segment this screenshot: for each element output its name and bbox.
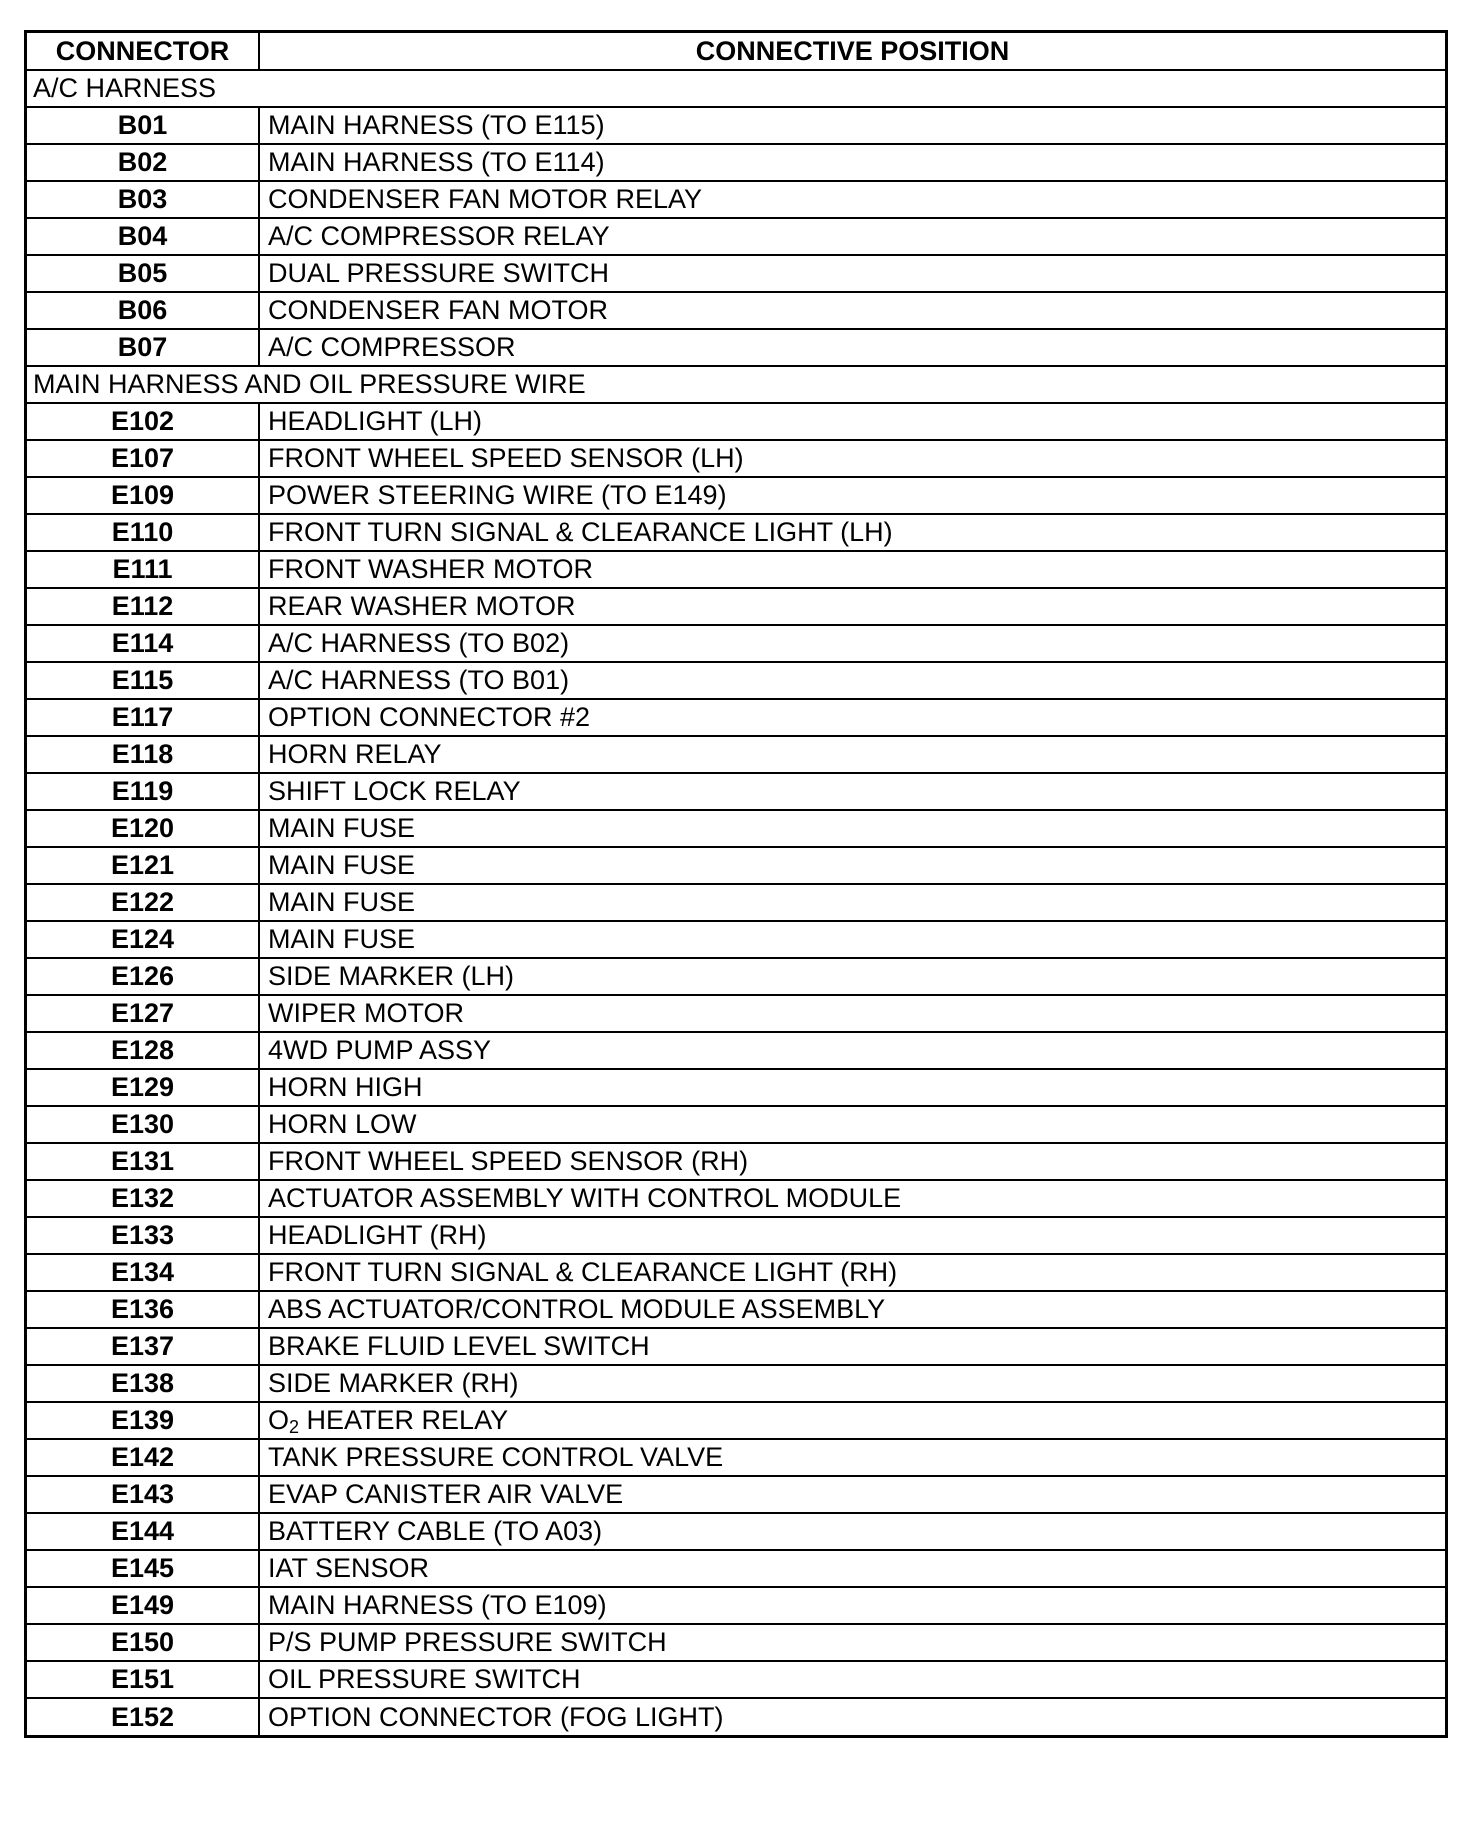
connector-cell: E102 [27,403,259,440]
connector-cell: E142 [27,1439,259,1476]
position-cell: HORN LOW [259,1106,1445,1143]
position-text-part: HEATER RELAY [299,1405,509,1435]
connector-cell: B05 [27,255,259,292]
table-row [27,403,1445,440]
connector-cell: E132 [27,1180,259,1217]
connector-cell: E149 [27,1587,259,1624]
connector-cell: E107 [27,440,259,477]
position-cell: MAIN HARNESS (TO E115) [259,107,1445,144]
header-connector: CONNECTOR [27,33,259,70]
connector-cell: E124 [27,921,259,958]
table-row [27,1069,1445,1106]
position-cell: A/C COMPRESSOR RELAY [259,218,1445,255]
table-row [27,477,1445,514]
connector-table-sheet [24,30,1448,1738]
position-cell: A/C COMPRESSOR [259,329,1445,366]
table-row [27,1106,1445,1143]
table-row [27,440,1445,477]
table-row [27,1180,1445,1217]
position-cell: EVAP CANISTER AIR VALVE [259,1476,1445,1513]
position-cell: OIL PRESSURE SWITCH [259,1661,1445,1698]
position-cell: MAIN FUSE [259,921,1445,958]
table-header-row [27,33,1445,70]
table-row [27,1476,1445,1513]
table-row [27,847,1445,884]
table-row [27,1402,1445,1439]
position-cell: WIPER MOTOR [259,995,1445,1032]
table-row [27,921,1445,958]
table-row [27,144,1445,181]
table-row [27,218,1445,255]
connector-cell: E131 [27,1143,259,1180]
table-row [27,1550,1445,1587]
connector-cell: E145 [27,1550,259,1587]
position-cell: 4WD PUMP ASSY [259,1032,1445,1069]
header-connective-position: CONNECTIVE POSITION [259,33,1445,70]
position-cell: MAIN FUSE [259,884,1445,921]
table-row [27,588,1445,625]
position-cell: FRONT WHEEL SPEED SENSOR (RH) [259,1143,1445,1180]
connector-cell: E118 [27,736,259,773]
position-cell: TANK PRESSURE CONTROL VALVE [259,1439,1445,1476]
position-cell: SIDE MARKER (RH) [259,1365,1445,1402]
position-cell: FRONT WASHER MOTOR [259,551,1445,588]
position-cell: IAT SENSOR [259,1550,1445,1587]
position-cell: FRONT TURN SIGNAL & CLEARANCE LIGHT (RH) [259,1254,1445,1291]
table-row [27,1254,1445,1291]
connector-cell: E144 [27,1513,259,1550]
table-row [27,181,1445,218]
connector-cell: E119 [27,773,259,810]
position-text-part: O [268,1405,290,1435]
table-row [27,255,1445,292]
connector-cell: E139 [27,1402,259,1439]
section-title: MAIN HARNESS AND OIL PRESSURE WIRE [27,366,1445,403]
table-row [27,662,1445,699]
connector-cell: E122 [27,884,259,921]
connector-cell: E117 [27,699,259,736]
table-row [27,958,1445,995]
position-cell: MAIN HARNESS (TO E109) [259,1587,1445,1624]
connector-cell: E109 [27,477,259,514]
table-row [27,884,1445,921]
table-row [27,1513,1445,1550]
position-cell: MAIN HARNESS (TO E114) [259,144,1445,181]
connector-cell: E128 [27,1032,259,1069]
position-cell: MAIN FUSE [259,810,1445,847]
connector-cell: E152 [27,1698,259,1735]
connector-cell: E110 [27,514,259,551]
position-cell: REAR WASHER MOTOR [259,588,1445,625]
connector-cell: E126 [27,958,259,995]
connector-cell: E130 [27,1106,259,1143]
table-row [27,551,1445,588]
table-body [27,70,1445,1735]
connector-cell: B03 [27,181,259,218]
connector-cell: B01 [27,107,259,144]
connector-cell: E133 [27,1217,259,1254]
position-cell: ACTUATOR ASSEMBLY WITH CONTROL MODULE [259,1180,1445,1217]
connector-cell: B04 [27,218,259,255]
position-cell [259,1402,1445,1439]
position-cell: P/S PUMP PRESSURE SWITCH [259,1624,1445,1661]
connector-cell: E121 [27,847,259,884]
table-row [27,292,1445,329]
table-row [27,1143,1445,1180]
position-cell: A/C HARNESS (TO B02) [259,625,1445,662]
position-cell: HORN HIGH [259,1069,1445,1106]
connector-cell: E138 [27,1365,259,1402]
connector-cell: E134 [27,1254,259,1291]
connector-cell: E115 [27,662,259,699]
table-row [27,1624,1445,1661]
connector-cell: B07 [27,329,259,366]
table-row [27,1587,1445,1624]
connector-cell: E150 [27,1624,259,1661]
position-cell: HORN RELAY [259,736,1445,773]
table-row [27,1291,1445,1328]
table-row [27,810,1445,847]
position-cell: FRONT TURN SIGNAL & CLEARANCE LIGHT (LH) [259,514,1445,551]
connector-cell: E114 [27,625,259,662]
table-row [27,1439,1445,1476]
table-row [27,329,1445,366]
position-cell: OPTION CONNECTOR #2 [259,699,1445,736]
connector-cell: E127 [27,995,259,1032]
section-row [27,70,1445,107]
table-row [27,1217,1445,1254]
position-cell: OPTION CONNECTOR (FOG LIGHT) [259,1698,1445,1735]
position-cell: POWER STEERING WIRE (TO E149) [259,477,1445,514]
position-cell: DUAL PRESSURE SWITCH [259,255,1445,292]
table-row [27,1661,1445,1698]
table-row [27,514,1445,551]
position-cell: SHIFT LOCK RELAY [259,773,1445,810]
position-cell: SIDE MARKER (LH) [259,958,1445,995]
connector-cell: B06 [27,292,259,329]
position-cell: MAIN FUSE [259,847,1445,884]
connector-cell: E137 [27,1328,259,1365]
table-row [27,736,1445,773]
table-row [27,625,1445,662]
table-row [27,107,1445,144]
position-cell: BRAKE FLUID LEVEL SWITCH [259,1328,1445,1365]
table-row [27,1328,1445,1365]
table-row [27,699,1445,736]
connector-cell: E136 [27,1291,259,1328]
table-row [27,995,1445,1032]
connector-cell: E129 [27,1069,259,1106]
connector-cell: E120 [27,810,259,847]
position-cell: A/C HARNESS (TO B01) [259,662,1445,699]
connector-cell: E143 [27,1476,259,1513]
position-cell: BATTERY CABLE (TO A03) [259,1513,1445,1550]
subscript: 2 [289,1417,300,1437]
position-cell: HEADLIGHT (RH) [259,1217,1445,1254]
section-row [27,366,1445,403]
connector-cell: E111 [27,551,259,588]
position-cell: FRONT WHEEL SPEED SENSOR (LH) [259,440,1445,477]
table-row [27,773,1445,810]
position-cell: CONDENSER FAN MOTOR [259,292,1445,329]
section-title: A/C HARNESS [27,70,1445,107]
position-cell: HEADLIGHT (LH) [259,403,1445,440]
connector-cell: E112 [27,588,259,625]
connector-table [27,33,1445,1735]
position-cell: ABS ACTUATOR/CONTROL MODULE ASSEMBLY [259,1291,1445,1328]
connector-cell: B02 [27,144,259,181]
table-row [27,1698,1445,1735]
table-row [27,1365,1445,1402]
connector-cell: E151 [27,1661,259,1698]
position-cell: CONDENSER FAN MOTOR RELAY [259,181,1445,218]
table-row [27,1032,1445,1069]
